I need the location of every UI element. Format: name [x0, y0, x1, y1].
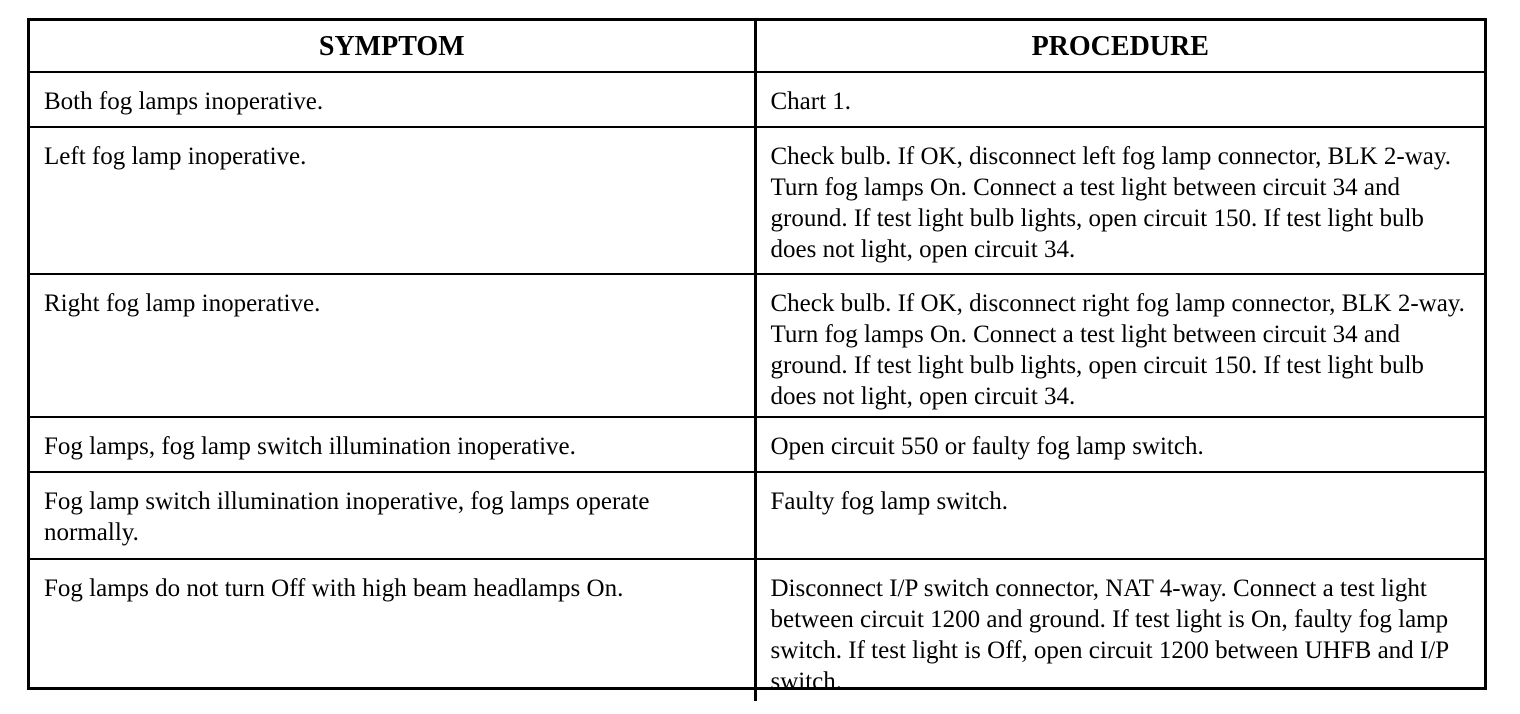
symptom-cell: Right fog lamp inoperative.: [30, 274, 755, 417]
symptom-cell: Left fog lamp inoperative.: [30, 127, 755, 274]
procedure-cell: Open circuit 550 or faulty fog lamp switch.: [755, 417, 1484, 472]
procedure-cell: Check bulb. If OK, disconnect left fog lamp connector, BLK 2-way. Turn fog lamps On. Connect a test light between circuit 34 and ground. If test light bulb lights, open circuit 150. If test light bulb does not light, open circuit 34.: [755, 127, 1484, 274]
table-row: [30, 417, 1484, 472]
procedure-cell: Check bulb. If OK, disconnect right fog lamp connector, BLK 2-way. Turn fog lamps On. Connect a test light between circuit 34 and ground. If test light bulb lights, open circuit 150. If test light bulb does not light, open circuit 34.: [755, 274, 1484, 417]
table-row: [30, 559, 1484, 701]
procedure-column-header: PROCEDURE: [755, 21, 1484, 72]
procedure-cell: Disconnect I/P switch connector, NAT 4-way. Connect a test light between circuit 1200 and ground. If test light is On, faulty fog lamp switch. If test light is Off, open circuit 1200 between UHFB and I/P switch.: [755, 559, 1484, 701]
table-row: [30, 472, 1484, 559]
troubleshooting-table-frame: [27, 18, 1487, 695]
symptom-cell: Fog lamps do not turn Off with high beam headlamps On.: [30, 559, 755, 701]
symptom-cell: Fog lamps, fog lamp switch illumination inoperative.: [30, 417, 755, 472]
table-header-row: [30, 21, 1484, 72]
troubleshooting-table: [30, 21, 1484, 701]
symptom-cell: Fog lamp switch illumination inoperative, fog lamps operate normally.: [30, 472, 755, 559]
procedure-cell: Chart 1.: [755, 72, 1484, 127]
symptom-cell: Both fog lamps inoperative.: [30, 72, 755, 127]
table-row: [30, 127, 1484, 274]
symptom-column-header: SYMPTOM: [30, 21, 755, 72]
table-row: [30, 274, 1484, 417]
procedure-cell: Faulty fog lamp switch.: [755, 472, 1484, 559]
table-row: [30, 72, 1484, 127]
